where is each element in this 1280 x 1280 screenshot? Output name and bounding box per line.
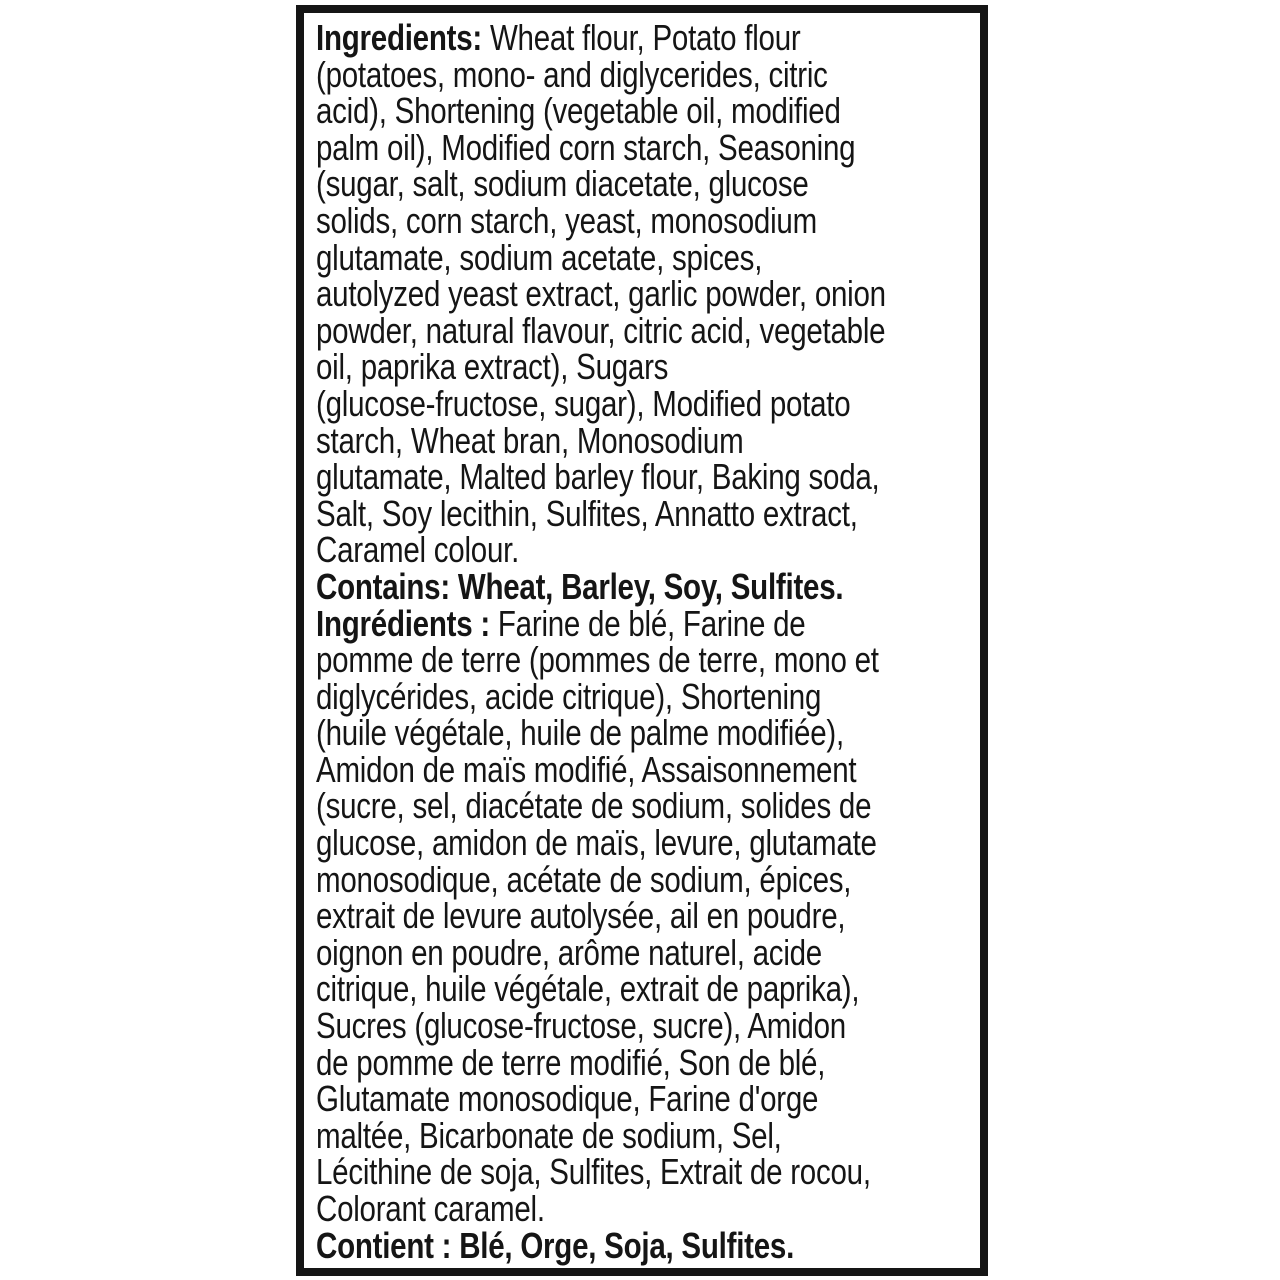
- ingredients-line-text: (sucre, sel, diacétate de sodium, solides de: [316, 785, 872, 827]
- ingredients-line-text: (huile végétale, huile de palme modifiée),: [316, 712, 844, 754]
- ingredients-line-bold-text: Contient : Blé, Orge, Soja, Sulfites.: [316, 1224, 795, 1266]
- ingredients-line: [316, 17, 886, 58]
- ingredients-line: [316, 529, 886, 571]
- ingredients-line-text: Caramel colour.: [316, 529, 520, 571]
- ingredients-line: [316, 785, 886, 827]
- ingredients-line-text: powder, natural flavour, citric acid, vegetable: [316, 309, 886, 351]
- ingredients-line: [316, 492, 886, 534]
- ingredients-line-text: de pomme de terre modifié, Son de blé,: [316, 1041, 826, 1083]
- ingredients-line: [316, 273, 886, 315]
- ingredients-line: [316, 822, 886, 864]
- ingredients-line-text: (potatoes, mono- and diglycerides, citric: [316, 53, 828, 95]
- ingredients-line-text: glutamate, Malted barley flour, Baking soda,: [316, 456, 880, 498]
- ingredients-line-text: glutamate, sodium acetate, spices,: [316, 236, 763, 278]
- ingredients-line: [316, 1151, 886, 1193]
- ingredients-line: [316, 126, 886, 168]
- ingredients-text: [316, 17, 886, 1266]
- ingredients-line: [316, 968, 886, 1010]
- ingredients-line-text: solids, corn starch, yeast, monosodium: [316, 199, 817, 241]
- ingredients-line: [316, 456, 886, 498]
- ingredients-line: [316, 236, 886, 278]
- ingredients-line-bold-text: Ingrédients :: [316, 602, 490, 644]
- ingredients-line-text: Colorant caramel.: [316, 1188, 545, 1229]
- ingredients-line: [316, 675, 886, 717]
- ingredients-line-text: acid), Shortening (vegetable oil, modified: [316, 90, 841, 132]
- ingredients-line: [316, 309, 886, 351]
- ingredients-line: [316, 602, 886, 644]
- ingredients-line-text: diglycérides, acide citrique), Shortening: [316, 675, 822, 717]
- ingredients-line: [316, 1224, 886, 1266]
- ingredients-line-text: (glucose-fructose, sugar), Modified potato: [316, 382, 851, 424]
- ingredients-line-text: autolyzed yeast extract, garlic powder, onion: [316, 273, 886, 315]
- ingredients-line: [316, 53, 886, 95]
- ingredients-line: [316, 382, 886, 424]
- ingredients-line-text: (sugar, salt, sodium diacetate, glucose: [316, 163, 809, 205]
- ingredients-line: [316, 565, 886, 607]
- ingredients-line: [316, 1188, 886, 1229]
- ingredients-line-text: oil, paprika extract), Sugars: [316, 346, 669, 388]
- ingredients-line: [316, 1005, 886, 1047]
- ingredients-line: [316, 90, 886, 132]
- ingredients-line-text: citrique, huile végétale, extrait de paprika),: [316, 968, 860, 1010]
- ingredients-line: [316, 419, 886, 461]
- ingredients-line: [316, 1114, 886, 1156]
- ingredients-line-text: maltée, Bicarbonate de sodium, Sel,: [316, 1114, 782, 1156]
- ingredients-line: [316, 1041, 886, 1083]
- ingredients-line-text: Glutamate monosodique, Farine d'orge: [316, 1078, 819, 1120]
- ingredients-line-text: Lécithine de soja, Sulfites, Extrait de rocou,: [316, 1151, 871, 1193]
- ingredients-line-bold-text: Ingredients:: [316, 17, 482, 58]
- ingredients-line: [316, 163, 886, 205]
- ingredients-line: [316, 346, 886, 388]
- ingredients-line: [316, 199, 886, 241]
- ingredients-line-text: Sucres (glucose-fructose, sucre), Amidon: [316, 1005, 846, 1047]
- ingredients-line: [316, 712, 886, 754]
- ingredients-label-box: [296, 5, 988, 1276]
- ingredients-line-text: extrait de levure autolysée, ail en poudre,: [316, 895, 846, 937]
- ingredients-line-text: monosodique, acétate de sodium, épices,: [316, 858, 852, 900]
- ingredients-line-text: pomme de terre (pommes de terre, mono et: [316, 639, 879, 681]
- ingredients-line-text: palm oil), Modified corn starch, Seasoning: [316, 126, 856, 168]
- ingredients-line: [316, 895, 886, 937]
- ingredients-line-text: glucose, amidon de maïs, levure, glutamate: [316, 822, 877, 864]
- ingredients-line-bold-text: Contains: Wheat, Barley, Soy, Sulfites.: [316, 565, 844, 607]
- ingredients-line-text: Amidon de maïs modifié, Assaisonnement: [316, 748, 857, 790]
- ingredients-line: [316, 858, 886, 900]
- ingredients-line-text: starch, Wheat bran, Monosodium: [316, 419, 744, 461]
- ingredients-line-text: Farine de blé, Farine de: [489, 602, 806, 644]
- ingredients-line-text: oignon en poudre, arôme naturel, acide: [316, 931, 822, 973]
- ingredients-line-text: Wheat flour, Potato flour: [481, 17, 801, 58]
- ingredients-line: [316, 748, 886, 790]
- ingredients-line: [316, 931, 886, 973]
- ingredients-line: [316, 1078, 886, 1120]
- ingredients-line-text: Salt, Soy lecithin, Sulfites, Annatto extract,: [316, 492, 858, 534]
- ingredients-line: [316, 639, 886, 681]
